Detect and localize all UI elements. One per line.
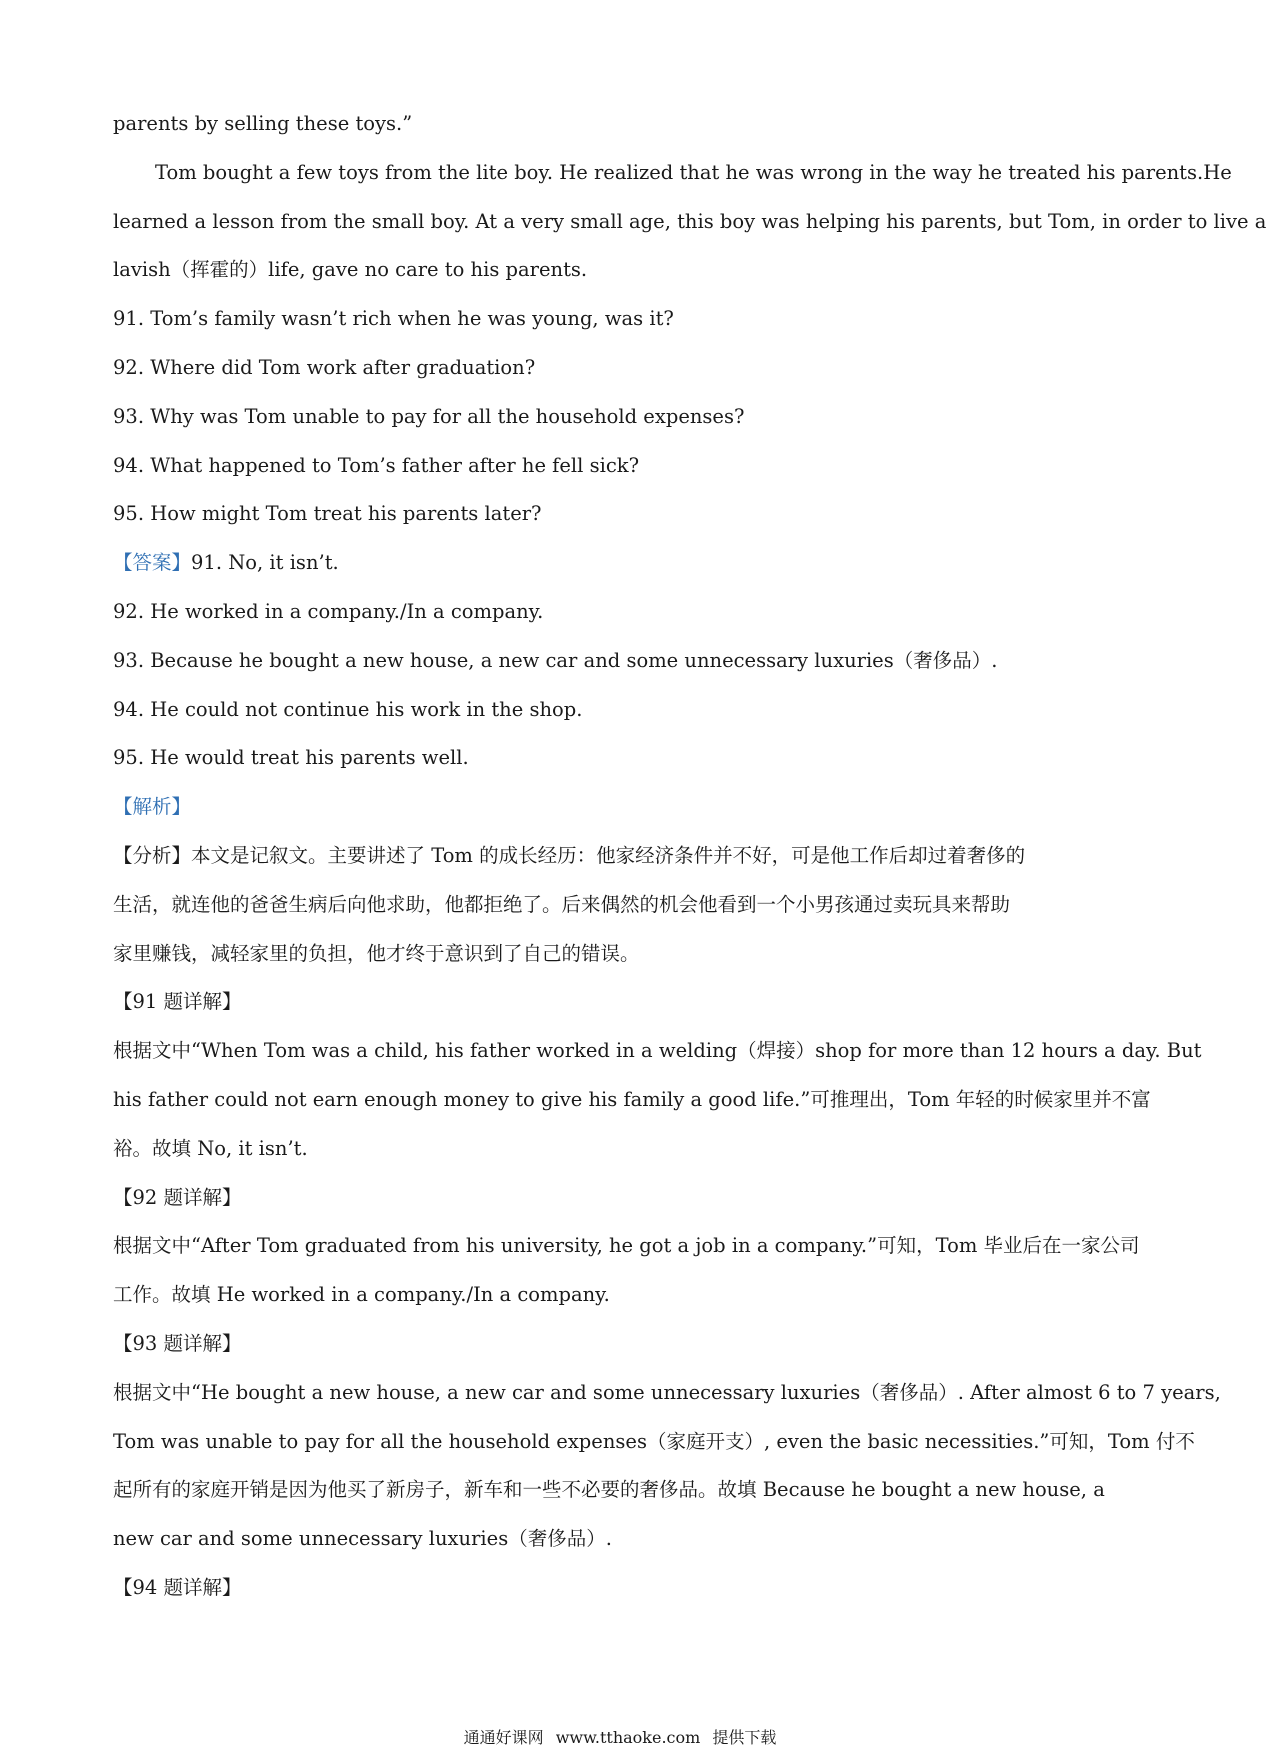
q92-detail-line: 根据文中“After Tom graduated from his university, he got a job in a company.”可知，Tom 毕业后在一家公司 xyxy=(113,1234,1140,1258)
document-body xyxy=(113,100,1266,1613)
q91-detail-line: 裕。故填 No, it isn’t. xyxy=(113,1136,308,1160)
footer-url[interactable]: www.tthaoke.com xyxy=(555,1728,701,1747)
q91-heading: 【91 题详解】 xyxy=(113,990,242,1014)
answer-95: 95. He would treat his parents well. xyxy=(113,746,469,770)
q92-detail-line: 工作。故填 He worked in a company./In a company. xyxy=(113,1283,610,1307)
question-91: 91. Tom’s family wasn’t rich when he was young, was it? xyxy=(113,307,674,331)
footer-site: 通通好课网 xyxy=(463,1728,544,1747)
analysis-summary-line: 家里赚钱，减轻家里的负担，他才终于意识到了自己的错误。 xyxy=(113,941,640,965)
analysis-summary-line: 【分析】本文是记叙文。主要讲述了 Tom 的成长经历：他家经济条件并不好，可是他工作后却过着奢侈的 xyxy=(113,843,1026,867)
passage-line: parents by selling these toys.” xyxy=(113,112,413,135)
answer-92: 92. He worked in a company./In a company. xyxy=(113,599,544,623)
q93-detail-line: 起所有的家庭开销是因为他买了新房子，新车和一些不必要的奢侈品。故填 Because he bought a new house, a xyxy=(113,1478,1105,1502)
q93-heading: 【93 题详解】 xyxy=(113,1331,242,1355)
q93-detail-line: new car and some unnecessary luxuries（奢侈品）. xyxy=(113,1527,612,1551)
q91-detail-line: his father could not earn enough money to give his family a good life.”可推理出，Tom 年轻的时候家里并不富 xyxy=(113,1087,1151,1111)
answer-94: 94. He could not continue his work in the shop. xyxy=(113,697,583,721)
answer-91: 91. No, it isn’t. xyxy=(191,551,339,575)
question-93: 93. Why was Tom unable to pay for all the household expenses? xyxy=(113,404,745,428)
page-footer xyxy=(0,1726,1240,1750)
question-94: 94. What happened to Tom’s father after he fell sick? xyxy=(113,453,640,477)
passage-line: lavish（挥霍的）life, gave no care to his parents. xyxy=(113,258,588,282)
answer-93: 93. Because he bought a new house, a new car and some unnecessary luxuries（奢侈品）. xyxy=(113,648,998,672)
footer-action: 提供下载 xyxy=(712,1728,777,1747)
answer-line xyxy=(113,539,1133,588)
q93-detail-line: 根据文中“He bought a new house, a new car and some unnecessary luxuries（奢侈品）. After almost 6 to 7 years, xyxy=(113,1380,1221,1404)
question-95: 95. How might Tom treat his parents later? xyxy=(113,502,542,526)
analysis-label: 【解析】 xyxy=(113,795,192,819)
q94-heading: 【94 题详解】 xyxy=(113,1575,242,1599)
q92-heading: 【92 题详解】 xyxy=(113,1185,242,1209)
question-92: 92. Where did Tom work after graduation? xyxy=(113,355,536,379)
analysis-summary-line: 生活，就连他的爸爸生病后向他求助，他都拒绝了。后来偶然的机会他看到一个小男孩通过卖玩具来帮助 xyxy=(113,892,1011,916)
q93-detail-line: Tom was unable to pay for all the household expenses（家庭开支）, even the basic necessities.”可知，Tom 付不 xyxy=(113,1429,1195,1453)
passage-line: learned a lesson from the small boy. At a very small age, this boy was helping his parents, but Tom, in order to live a xyxy=(113,209,1266,233)
passage-line: Tom bought a few toys from the lite boy. He realized that he was wrong in the way he treated his parents.He xyxy=(155,160,1232,184)
q91-detail-line: 根据文中“When Tom was a child, his father worked in a welding（焊接）shop for more than 12 hours a day. But xyxy=(113,1039,1202,1063)
answer-label: 【答案】 xyxy=(113,551,192,575)
